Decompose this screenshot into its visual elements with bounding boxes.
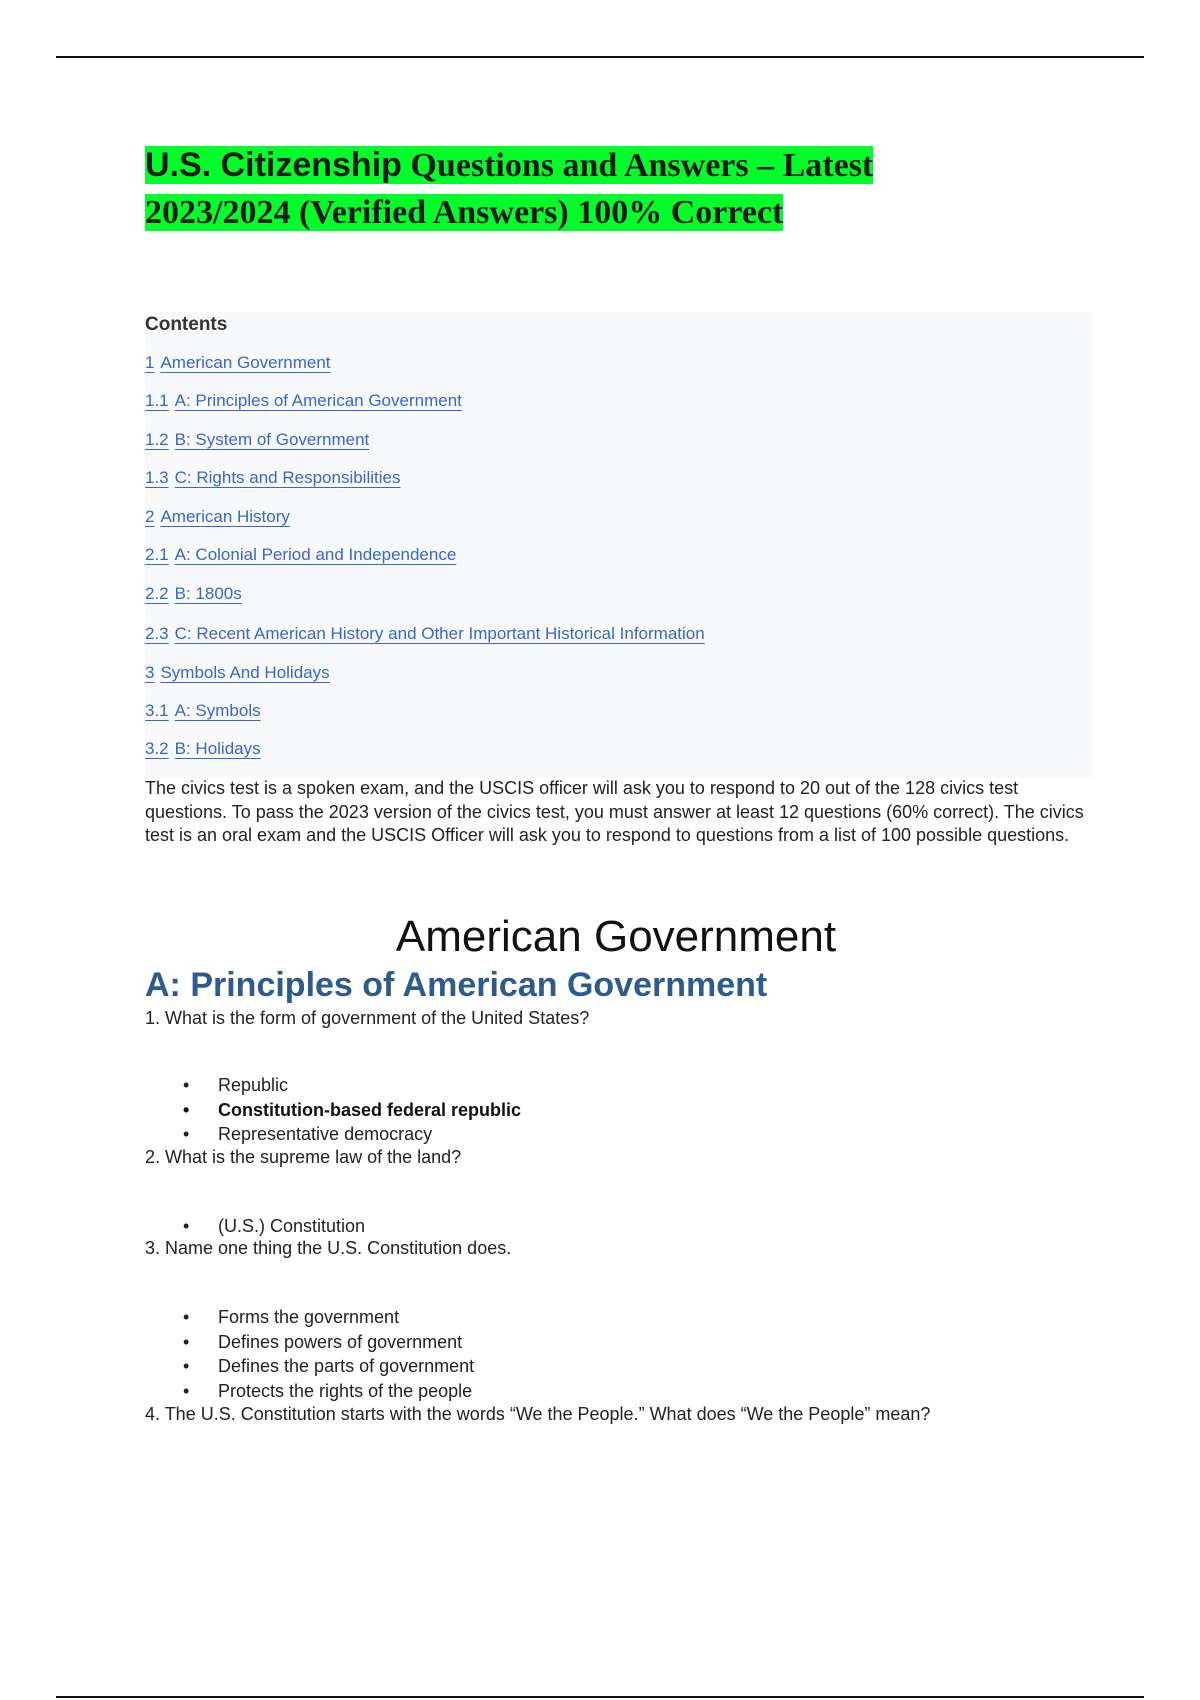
toc-link-3-2[interactable] [145,739,261,759]
toc-link-2-1[interactable] [145,545,456,565]
toc-label: A: Symbols [174,701,261,720]
question-1: 1. What is the form of government of the United States? [145,1008,590,1028]
subsection-heading: A: Principles of American Government [145,966,768,1004]
top-rule [56,56,1144,58]
toc-label: B: Holidays [174,739,261,758]
toc-link-3-1[interactable] [145,701,261,721]
bullet-icon: • [183,1356,190,1376]
title-line2: 2023/2024 (Verified Answers) 100% Correct [145,194,784,231]
toc-number: 2 [145,507,155,526]
toc-heading: Contents [145,314,228,335]
bullet-icon: • [183,1307,190,1327]
bullet-icon: • [183,1380,190,1401]
question-2: 2. What is the supreme law of the land? [145,1147,462,1167]
toc-number: 3.2 [145,739,169,758]
toc-number: 3.1 [145,701,169,720]
toc-label: C: Recent American History and Other Important Historical Information [174,624,705,643]
intro-paragraph: The civics test is a spoken exam, and the USCIS officer will ask you to respond to 20 out of the 128 civics test questions. To pass the 2023 version of the civics test, you must answer at least 12 questions (60% correct). The civics test is an oral exam and the USCIS Officer will ask you to respond to questions from a list of 100 possible questions. [145,778,1084,845]
answer-list-1 [145,1073,521,1147]
toc-link-1[interactable] [145,353,331,373]
answer-item [145,1330,474,1355]
toc-number: 2.2 [145,584,169,603]
toc-number: 3 [145,663,155,682]
bullet-icon: • [183,1124,190,1144]
toc-label: A: Principles of American Government [174,391,462,410]
answer-list-3 [145,1305,474,1403]
answer-text: (U.S.) Constitution [218,1216,366,1236]
toc-number: 1.3 [145,468,169,487]
answer-item [145,1122,521,1147]
toc-link-1-2[interactable] [145,430,369,450]
bottom-rule [56,1696,1144,1698]
question-3: 3. Name one thing the U.S. Constitution does. [145,1238,512,1258]
answer-text: Forms the government [218,1307,400,1327]
toc-number: 2.3 [145,624,169,643]
toc-label: B: 1800s [174,584,242,603]
toc-number: 1.1 [145,391,169,410]
toc-label: American Government [160,353,331,372]
toc-number: 2.1 [145,545,169,564]
bullet-icon: • [183,1331,190,1352]
document-title [145,142,1045,236]
answer-text: Republic [218,1075,289,1095]
answer-list-2 [145,1214,365,1239]
toc-link-1-3[interactable] [145,468,400,488]
answer-item [145,1073,521,1098]
answer-text: Representative democracy [218,1124,433,1144]
answer-item [145,1379,474,1404]
bullet-icon: • [183,1099,190,1120]
toc-link-1-1[interactable] [145,391,462,411]
toc-link-2[interactable] [145,507,290,527]
answer-text: Protects the rights of the people [218,1380,473,1401]
toc-link-2-3[interactable] [145,624,705,644]
answer-text: Constitution-based federal republic [218,1099,522,1120]
title-line1-serif: Questions and Answers – Latest [401,147,874,184]
toc-number: 1 [145,353,155,372]
toc-label: Symbols And Holidays [160,663,330,682]
bullet-icon: • [183,1075,190,1095]
toc-number: 1.2 [145,430,169,449]
toc-label: A: Colonial Period and Independence [174,545,457,564]
answer-item [145,1098,521,1123]
title-line1-sans: U.S. Citizenship [145,146,402,184]
bullet-icon: • [183,1216,190,1236]
answer-text: Defines the parts of government [218,1356,475,1376]
toc-label: B: System of Government [174,430,370,449]
toc-label: C: Rights and Responsibilities [174,468,401,487]
answer-item [145,1354,474,1379]
answer-item [145,1305,474,1330]
toc-link-3[interactable] [145,663,330,683]
toc-link-2-2[interactable] [145,584,242,604]
question-4: 4. The U.S. Constitution starts with the words “We the People.” What does “We the People” mean? [145,1404,931,1424]
section-heading: American Government [395,912,837,961]
answer-text: Defines powers of government [218,1331,463,1352]
toc-label: American History [160,507,290,526]
answer-item [145,1214,365,1239]
